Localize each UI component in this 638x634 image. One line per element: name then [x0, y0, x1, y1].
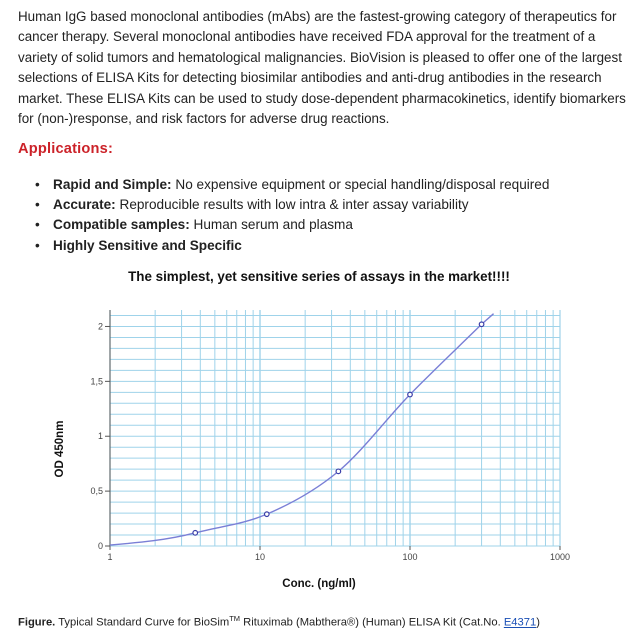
y-tick-label: 1,5	[90, 376, 103, 387]
x-tick-label: 100	[402, 552, 418, 562]
caption-label: Figure.	[18, 616, 56, 629]
catalog-number-link[interactable]: E4371	[503, 616, 537, 629]
y-axis-label: OD 450nm	[54, 420, 66, 478]
caption-text-2: Rituximab (Mabthera®) (Human) ELISA Kit (Cat.No.	[240, 616, 504, 629]
caption-text: Typical Standard Curve for BioSim	[55, 616, 230, 629]
data-point	[336, 469, 341, 474]
list-item	[18, 175, 549, 195]
grid	[110, 310, 560, 546]
item-text: Reproducible results with low intra & inter assay variability	[115, 197, 469, 213]
x-tick-label: 10	[254, 552, 266, 562]
item-bold: Compatible samples:	[53, 217, 190, 233]
caption-text-end: )	[536, 616, 540, 629]
applications-heading: Applications:	[18, 141, 114, 157]
bullet-icon: •	[35, 217, 40, 233]
x-axis-label: Conc. (ng/ml)	[282, 578, 356, 590]
bullet-icon: •	[35, 237, 40, 253]
item-bold: Accurate:	[53, 197, 116, 213]
x-tick-label: 1	[107, 552, 113, 562]
item-text: No expensive equipment or special handling/disposal required	[171, 177, 550, 192]
item-text: Human serum and plasma	[189, 217, 353, 233]
x-tick-label: 1000	[549, 552, 571, 562]
list-item	[18, 236, 549, 256]
caption-superscript: TM	[229, 614, 241, 623]
y-tick-label: 2	[97, 321, 103, 332]
standard-curve-chart	[0, 290, 638, 600]
bullet-icon: •	[35, 197, 40, 213]
figure-caption	[18, 614, 540, 629]
y-tick-label: 0,5	[90, 486, 103, 497]
list-item	[18, 195, 549, 215]
list-item	[18, 215, 549, 235]
data-point	[193, 531, 198, 536]
data-point	[479, 322, 484, 327]
y-tick-label: 1	[97, 431, 103, 442]
item-bold: Highly Sensitive and Specific	[53, 237, 242, 253]
item-bold: Rapid and Simple:	[53, 177, 172, 192]
applications-list	[18, 175, 549, 256]
chart-headline: The simplest, yet sensitive series of assays in the market!!!!	[128, 269, 510, 284]
y-tick-label: 0	[97, 541, 103, 551]
data-point	[408, 392, 413, 397]
data-point	[264, 512, 269, 517]
intro-paragraph: Human IgG based monoclonal antibodies (mAbs) are the fastest-growing category of therapeutics for cancer therapy. Several monoclonal antibodies have received FDA approval for the treatment of a variety of solid tumors and hematological malignancies. BioVision is pleased to offer one of the largest selections of ELISA Kits for detecting biosimilar antibodies and anti-drug antibodies in the research market. These ELISA Kits can be used to study dose-dependent pharmacokinetics, identify biomarkers for (non-)response, and risk factors for adverse drug reactions.	[18, 9, 626, 127]
bullet-icon: •	[35, 177, 40, 192]
